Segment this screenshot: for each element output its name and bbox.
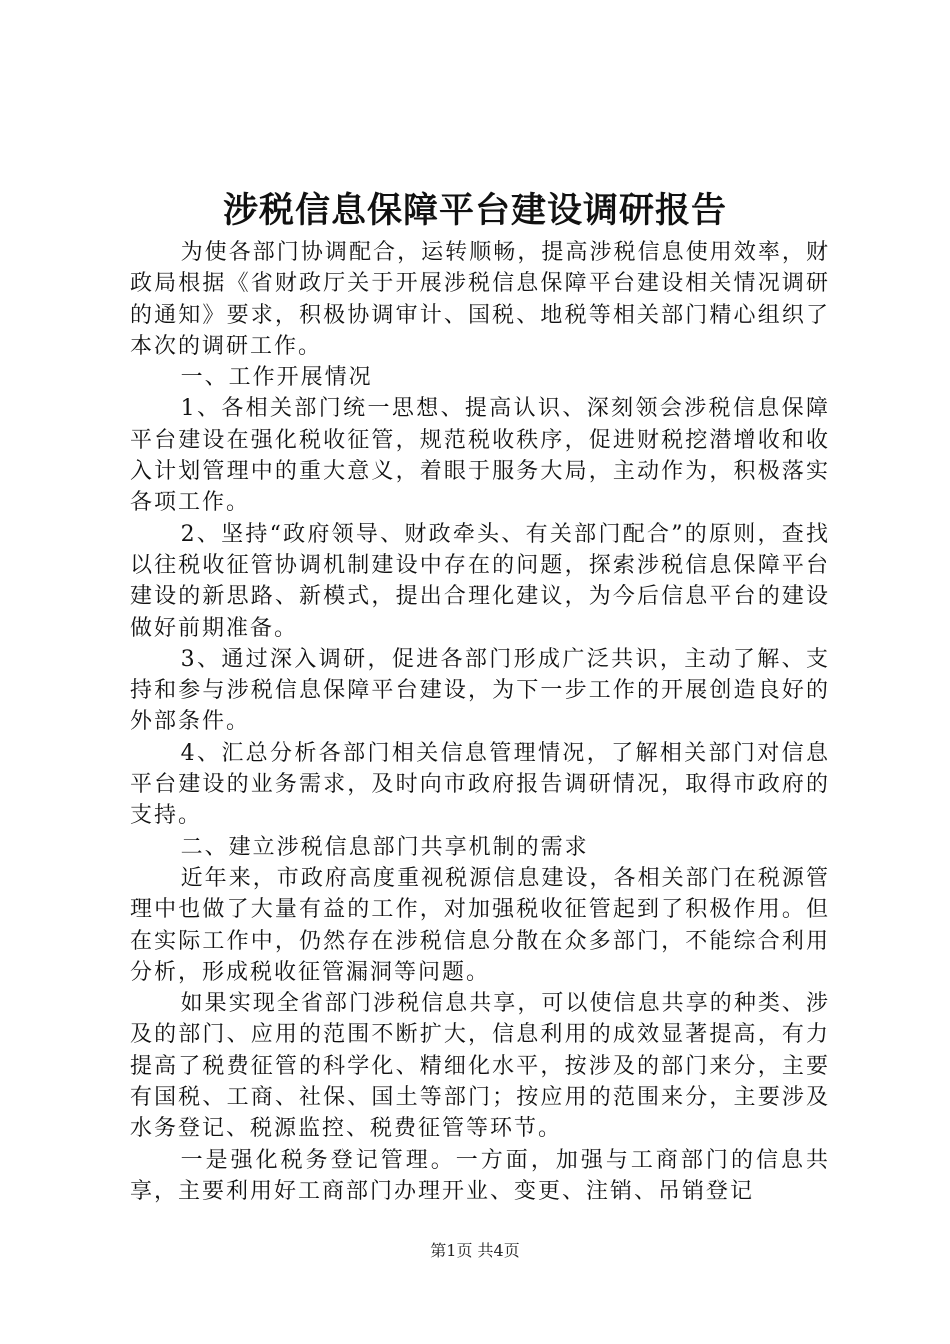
paragraph-item-4: 4、汇总分析各部门相关信息管理情况，了解相关部门对信息平台建设的业务需求，及时向市政府报告调研情况，取得市政府的支持。 [130,740,830,829]
document-body [130,237,830,1207]
section-heading-1: 一、工作开展情况 [180,365,373,391]
paragraph-benefits: 如果实现全省部门涉税信息共享，可以使信息共享的种类、涉及的部门、应用的范围不断扩大，信息利用的成效显著提高，有力提高了税费征管的科学化、精细化水平，按涉及的部门来分，主要有国税、工商、社保、国土等部门；按应用的范围来分，主要涉及水务登记、税源监控、税费征管等环节。 [130,991,830,1142]
paragraph-item-1: 1、各相关部门统一思想、提高认识、深刻领会涉税信息保障平台建设在强化税收征管，规范税收秩序，促进财税挖潜增收和收入计划管理中的重大意义，着眼于服务大局，主动作为，积极落实各项工作。 [130,396,830,516]
paragraph-item-3: 3、通过深入调研，促进各部门形成广泛共识，主动了解、支持和参与涉税信息保障平台建设，为下一步工作的开展创造良好的外部条件。 [130,646,830,735]
paragraph-registration: 一是强化税务登记管理。一方面，加强与工商部门的信息共享，主要利用好工商部门办理开业、变更、注销、吊销登记 [130,1147,830,1204]
paragraph-item-2: 2、坚持“政府领导、财政牵头、有关部门配合”的原则，查找以往税收征管协调机制建设中存在的问题，探索涉税信息保障平台建设的新思路、新模式，提出合理化建议，为今后信息平台的建设做好前期准备。 [130,521,830,641]
paragraph-intro: 为使各部门协调配合，运转顺畅，提高涉税信息使用效率，财政局根据《省财政厅关于开展涉税信息保障平台建设相关情况调研的通知》要求，积极协调审计、国税、地税等相关部门精心组织了本次的调研工作。 [130,240,830,359]
paragraph-background: 近年来，市政府高度重视税源信息建设，各相关部门在税源管理中也做了大量有益的工作，对加强税收征管起到了积极作用。但在实际工作中，仍然存在涉税信息分散在众多部门，不能综合利用分析，形成税收征管漏洞等问题。 [130,865,830,985]
document-title: 涉税信息保障平台建设调研报告 [222,190,727,231]
section-heading-2: 二、建立涉税信息部门共享机制的需求 [180,834,589,860]
page-footer: 第1页 共4页 [430,1241,520,1260]
